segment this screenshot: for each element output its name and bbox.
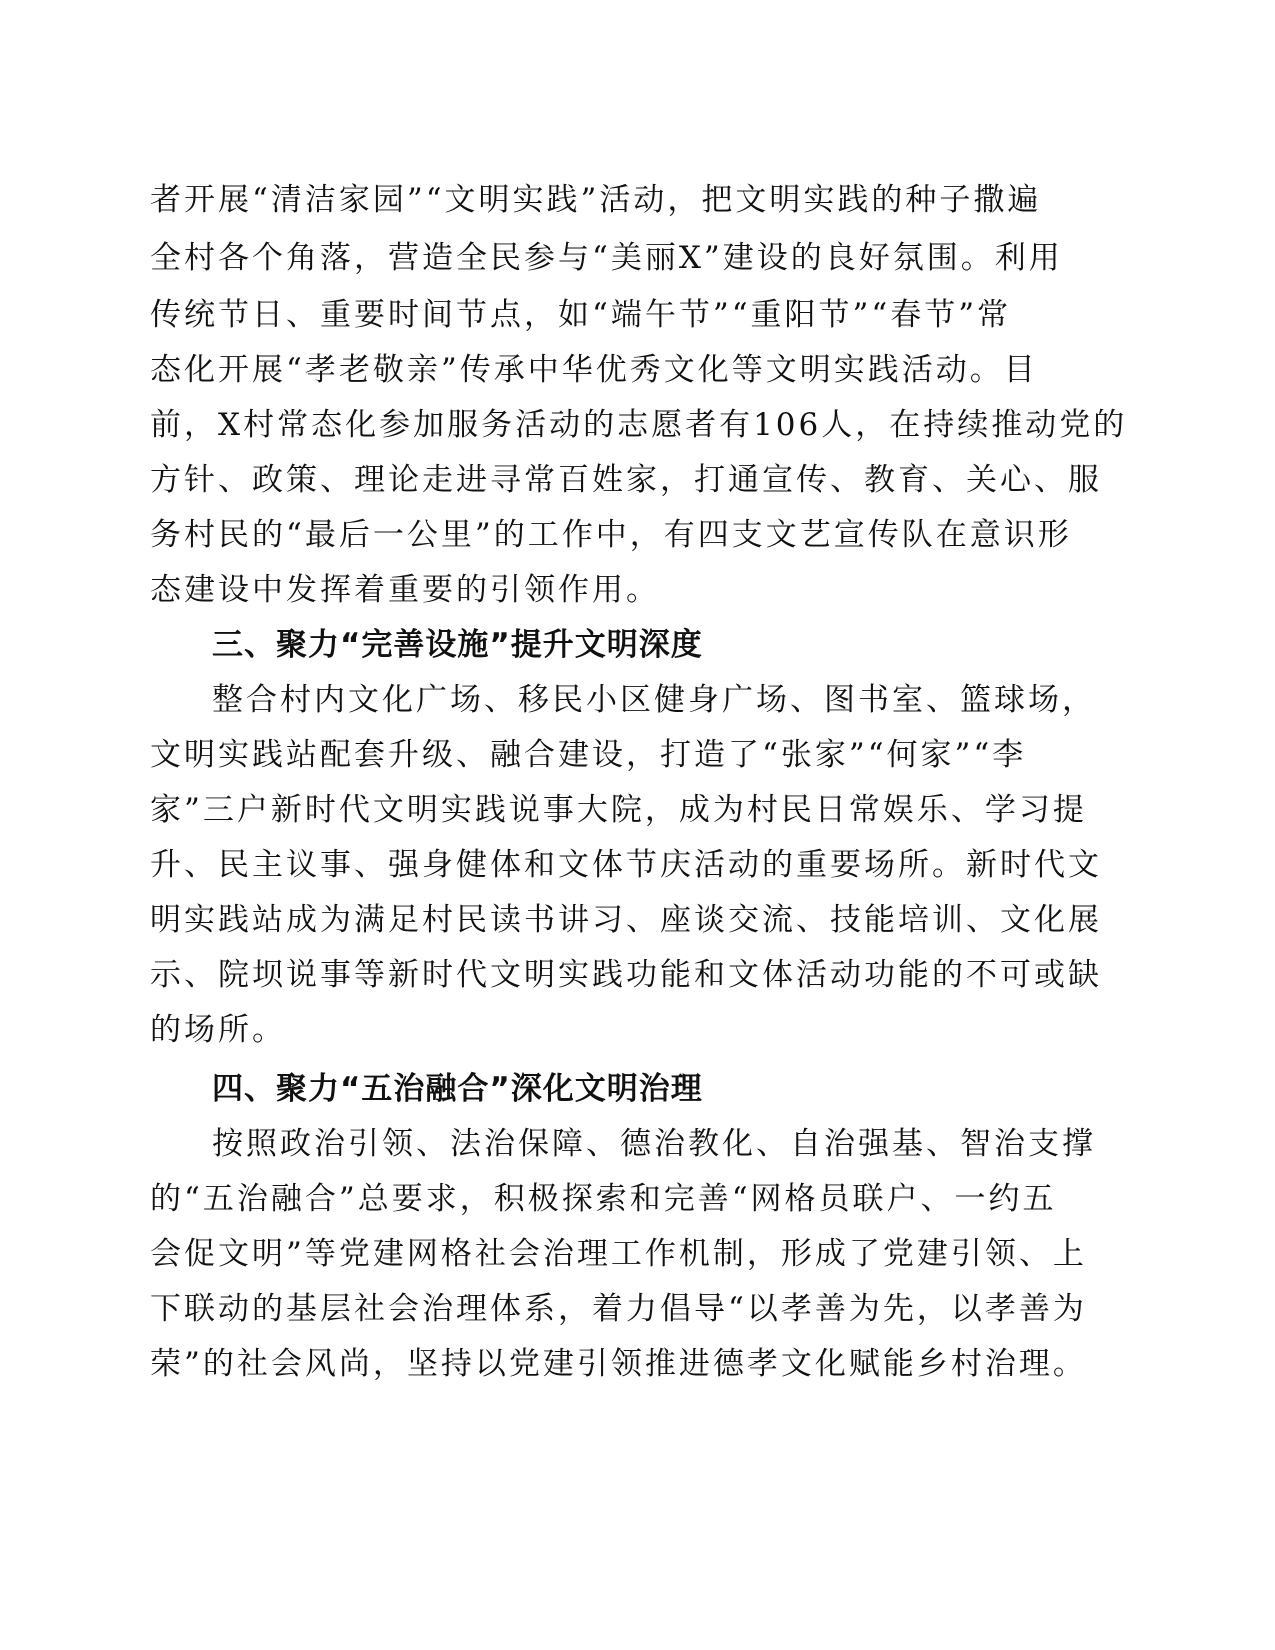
text-line: 前，X村常态化参加服务活动的志愿者有106人，在持续推动党的 [150, 407, 1128, 443]
text-line: 会促文明”等党建网格社会治理工作机制，形成了党建引领、上 [150, 1236, 1087, 1272]
text-line: 文明实践站配套升级、融合建设，打造了“张家”“何家”“李 [150, 737, 1027, 773]
text-line: 者开展“清洁家园”“文明实践”活动，把文明实践的种子撒遍 [150, 182, 1042, 218]
text-line: 传统节日、重要时间节点，如“端午节”“重阳节”“春节”常 [150, 297, 1012, 333]
section-heading: 四、聚力“五治融合”深化文明治理 [212, 1071, 703, 1107]
text-line: 下联动的基层社会治理体系，着力倡导“以孝善为先，以孝善为 [150, 1291, 1087, 1327]
text-line: 态建设中发挥着重要的引领作用。 [150, 572, 660, 608]
text-line: 方针、政策、理论走进寻常百姓家，打通宣传、教育、关心、服 [150, 462, 1102, 498]
text-line: 明实践站成为满足村民读书讲习、座谈交流、技能培训、文化展 [150, 902, 1102, 938]
text-line: 全村各个角落，营造全民参与“美丽X”建设的良好氛围。利用 [150, 240, 1063, 276]
text-line: 态化开展“孝老敬亲”传承中华优秀文化等文明实践活动。目 [150, 352, 1038, 388]
text-line: 的场所。 [150, 1012, 286, 1048]
text-line: 按照政治引领、法治保障、德治教化、自治强基、智治支撑 [212, 1126, 1096, 1162]
text-line: 示、院坝说事等新时代文明实践功能和文体活动功能的不可或缺 [150, 957, 1102, 993]
section-heading: 三、聚力“完善设施”提升文明深度 [212, 627, 703, 663]
text-line: 家”三户新时代文明实践说事大院，成为村民日常娱乐、学习提 [150, 792, 1087, 828]
text-line: 的“五治融合”总要求，积极探索和完善“网格员联户、一约五 [150, 1181, 1057, 1217]
text-line: 整合村内文化广场、移民小区健身广场、图书室、篮球场， [212, 682, 1096, 718]
text-line: 务村民的“最后一公里”的工作中，有四支文艺宣传队在意识形 [150, 517, 1072, 553]
text-line: 升、民主议事、强身健体和文体节庆活动的重要场所。新时代文 [150, 847, 1102, 883]
text-line: 荣”的社会风尚，坚持以党建引领推进德孝文化赋能乡村治理。 [150, 1346, 1087, 1382]
